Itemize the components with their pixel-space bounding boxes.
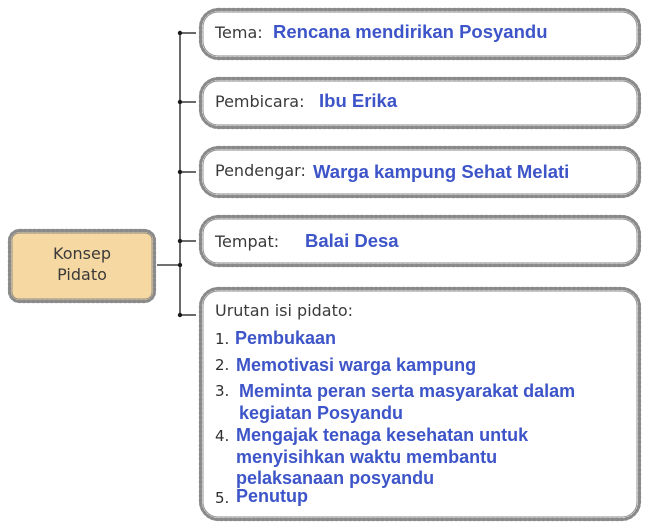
order-box — [199, 287, 641, 521]
item-box-tempat — [199, 215, 641, 267]
item-label-pembicara: Pembicara: — [215, 92, 305, 111]
step-text: pelaksanaan posyandu — [236, 468, 435, 488]
junction-dot — [178, 313, 182, 317]
step-text: Pembukaan — [235, 328, 337, 348]
junction-dot — [178, 263, 182, 267]
junction-dot — [178, 31, 182, 35]
junction-dot — [178, 239, 182, 243]
step-text: Penutup — [236, 486, 308, 506]
step-text: kegiatan Posyandu — [239, 403, 404, 423]
item-box-pendengar — [199, 146, 641, 198]
item-value-pembicara: Ibu Erika — [319, 90, 398, 111]
step-number: 1. — [215, 330, 230, 348]
item-box-tema — [199, 8, 641, 60]
junction-dot — [178, 100, 182, 104]
step-number: 5. — [215, 489, 230, 507]
order-label: Urutan isi pidato: — [215, 301, 354, 320]
item-label-tema: Tema: — [215, 23, 263, 42]
center-node — [8, 229, 156, 303]
step-text: Memotivasi warga kampung — [236, 355, 477, 375]
item-value-pendengar: Warga kampung Sehat Melati — [313, 161, 570, 182]
step-text: Mengajak tenaga kesehatan untuk — [236, 425, 529, 445]
step-number: 2. — [215, 356, 230, 374]
junction-dot — [178, 170, 182, 174]
step-text: Meminta peran serta masyarakat dalam — [239, 381, 576, 401]
center-node-line-1: Konsep — [53, 244, 111, 263]
item-box-pembicara — [199, 77, 641, 129]
step-number: 3. — [215, 382, 230, 400]
item-value-tempat: Balai Desa — [305, 230, 399, 251]
item-label-pendengar: Pendengar: — [215, 161, 306, 180]
item-label-tempat: Tempat: — [215, 232, 280, 251]
step-number: 4. — [215, 427, 230, 445]
item-value-tema: Rencana mendirikan Posyandu — [273, 21, 548, 42]
center-node-line-2: Pidato — [57, 265, 107, 284]
step-text: menyisihkan waktu membantu — [236, 447, 498, 467]
